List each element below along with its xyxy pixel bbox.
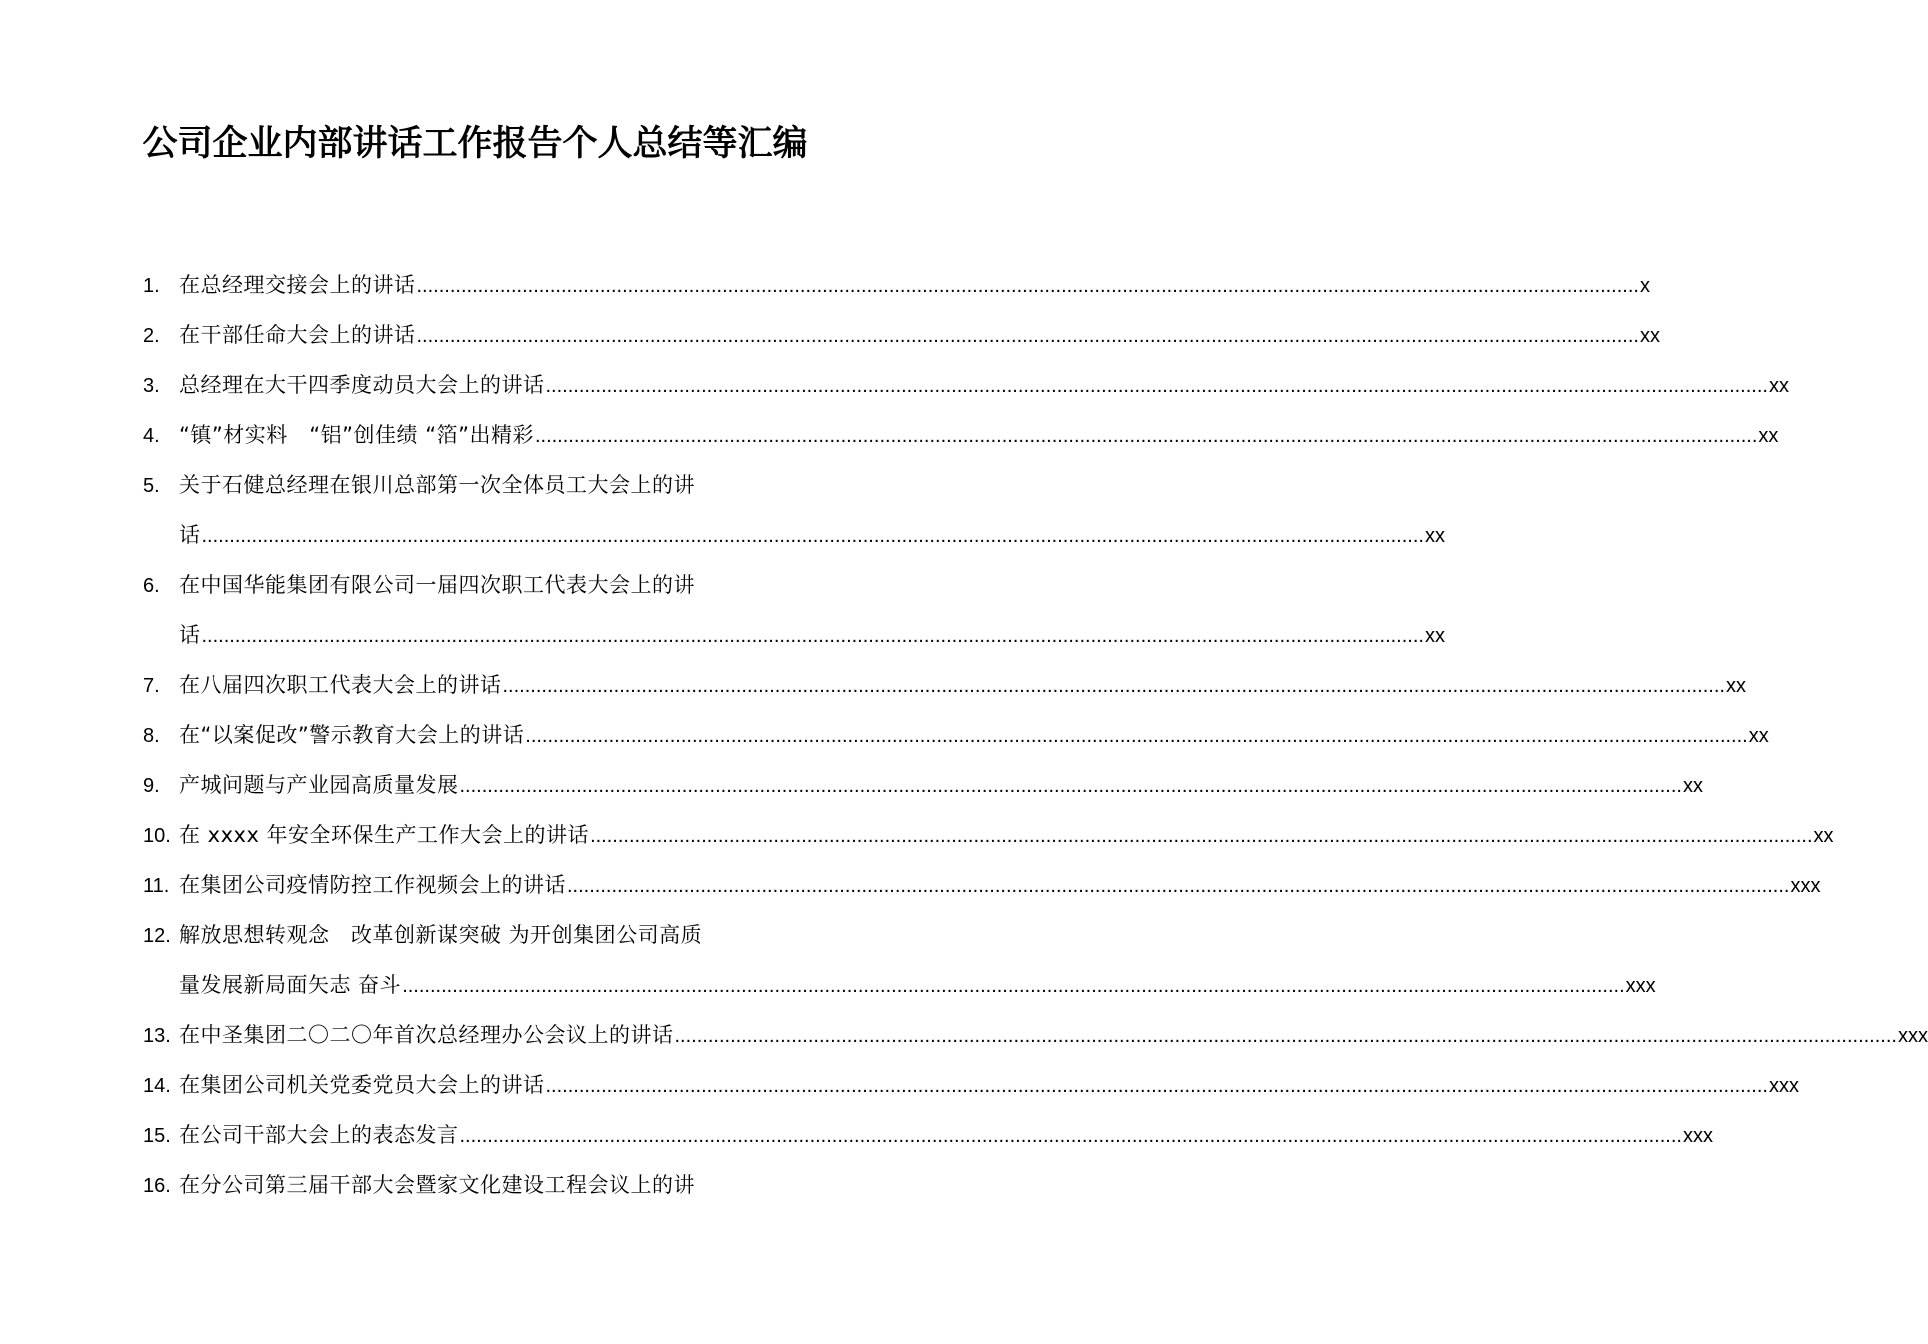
toc-page-number: xxx: [1768, 1075, 1799, 1097]
toc-entry[interactable]: [143, 910, 1656, 1010]
toc-entry-title: 在集团公司机关党委党员大会上的讲话: [179, 1073, 545, 1097]
toc-entry[interactable]: [143, 1060, 1799, 1110]
toc-entry-title: 解放思想转观念 改革创新谋突破 为开创集团公司高质: [179, 923, 703, 947]
toc-entry-line: [143, 410, 1779, 460]
toc-entry-line: [143, 910, 808, 960]
toc-entry[interactable]: [143, 460, 1445, 560]
toc-entry-title: 量发展新局面矢志 奋斗: [179, 973, 402, 997]
toc-entry[interactable]: [143, 260, 1650, 310]
toc-entry-title: 在集团公司疫情防控工作视频会上的讲话: [179, 873, 566, 897]
toc-entry-line: [143, 1060, 1799, 1110]
toc-entry-title: 总经理在大干四季度动员大会上的讲话: [179, 373, 545, 397]
toc-entry-number: 10.: [143, 825, 171, 847]
toc-leader-dots: ............................................................................................................................................................................................................................: [525, 725, 1748, 747]
toc-entry-title: 在公司干部大会上的表态发言: [179, 1123, 459, 1147]
toc-page-number: xx: [1758, 425, 1779, 447]
toc-entry-number: 16.: [143, 1175, 171, 1197]
toc-entry[interactable]: [143, 1160, 808, 1210]
toc-entry-line: [143, 710, 1769, 760]
toc-leader-dots: ............................................................................................................................................................................................................................: [416, 275, 1639, 297]
toc-leader-dots: ............................................................................................................................................................................................................................: [459, 775, 1682, 797]
toc-leader-dots: ............................................................................................................................................................................................................................: [416, 325, 1639, 347]
toc-entry[interactable]: [143, 810, 1834, 860]
toc-entry-line: [143, 460, 808, 510]
toc-entry-number: 7.: [143, 675, 160, 697]
toc-page-number: xxx: [1897, 1025, 1928, 1047]
toc-entry[interactable]: [143, 760, 1703, 810]
toc-entry-line: [143, 860, 1821, 910]
toc-entry-title: 在干部任命大会上的讲话: [179, 323, 416, 347]
toc-leader-dots: ............................................................................................................................................................................................................................: [590, 825, 1813, 847]
toc-entry-title: 在 xxxx 年安全环保生产工作大会上的讲话: [179, 823, 590, 847]
table-of-contents: [143, 260, 1928, 1210]
toc-entry-number: 6.: [143, 575, 160, 597]
toc-entry-title: 话: [179, 623, 201, 647]
toc-entry-title: 在“以案促改”警示教育大会上的讲话: [179, 723, 525, 747]
toc-entry-number: 12.: [143, 925, 171, 947]
toc-entry[interactable]: [143, 310, 1660, 360]
toc-leader-dots: ............................................................................................................................................................................................................................: [201, 625, 1424, 647]
toc-entry-line: [143, 610, 1445, 660]
toc-leader-dots: ............................................................................................................................................................................................................................: [201, 525, 1424, 547]
toc-leader-dots: ............................................................................................................................................................................................................................: [402, 975, 1625, 997]
toc-entry-number: 9.: [143, 775, 160, 797]
toc-entry-title: 关于石健总经理在银川总部第一次全体员工大会上的讲: [179, 473, 695, 497]
toc-leader-dots: ............................................................................................................................................................................................................................: [674, 1025, 1897, 1047]
toc-page-number: xxx: [1625, 975, 1656, 997]
toc-page-number: xxx: [1790, 875, 1821, 897]
toc-entry-line: [143, 510, 1445, 560]
toc-entry-title: 在中国华能集团有限公司一届四次职工代表大会上的讲: [179, 573, 695, 597]
toc-entry-number: 1.: [143, 275, 160, 297]
toc-entry-title: “镇”材实料 “铝”创佳绩 “箔”出精彩: [179, 423, 534, 447]
toc-entry-line: [143, 310, 1660, 360]
toc-entry-line: [143, 960, 1656, 1010]
toc-page-number: x: [1639, 275, 1650, 297]
toc-entry-number: 11.: [143, 875, 170, 897]
toc-page-number: xxx: [1682, 1125, 1713, 1147]
toc-entry[interactable]: [143, 410, 1779, 460]
toc-entry-number: 13.: [143, 1025, 171, 1047]
toc-entry-number: 2.: [143, 325, 160, 347]
toc-entry[interactable]: [143, 660, 1746, 710]
toc-entry-number: 4.: [143, 425, 160, 447]
toc-entry-line: [143, 1110, 1713, 1160]
toc-entry-number: 5.: [143, 475, 160, 497]
toc-entry-line: [143, 260, 1650, 310]
toc-leader-dots: ............................................................................................................................................................................................................................: [545, 375, 1768, 397]
toc-leader-dots: ............................................................................................................................................................................................................................: [502, 675, 1725, 697]
toc-page-number: xx: [1768, 375, 1789, 397]
toc-entry[interactable]: [143, 710, 1769, 760]
toc-entry-title: 话: [179, 523, 201, 547]
toc-entry-number: 15.: [143, 1125, 171, 1147]
document-title: 公司企业内部讲话工作报告个人总结等汇编: [142, 123, 808, 164]
toc-leader-dots: ............................................................................................................................................................................................................................: [534, 425, 1758, 447]
toc-entry-title: 在八届四次职工代表大会上的讲话: [179, 673, 502, 697]
toc-entry-number: 8.: [143, 725, 160, 747]
toc-page-number: xx: [1748, 725, 1769, 747]
toc-entry-title: 产城问题与产业园高质量发展: [179, 773, 459, 797]
toc-entry-number: 14.: [143, 1075, 171, 1097]
toc-entry-line: [143, 1160, 808, 1210]
toc-leader-dots: ............................................................................................................................................................................................................................: [459, 1125, 1682, 1147]
toc-entry-title: 在中圣集团二〇二〇年首次总经理办公会议上的讲话: [179, 1023, 674, 1047]
toc-page-number: xx: [1424, 525, 1445, 547]
toc-entry-line: [143, 560, 808, 610]
toc-page-number: xx: [1639, 325, 1660, 347]
toc-page-number: xx: [1682, 775, 1703, 797]
toc-entry[interactable]: [143, 860, 1821, 910]
toc-entry-line: [143, 660, 1746, 710]
toc-entry-line: [143, 810, 1834, 860]
toc-entry-title: 在分公司第三届干部大会暨家文化建设工程会议上的讲: [179, 1173, 695, 1197]
toc-entry[interactable]: [143, 1110, 1713, 1160]
toc-entry[interactable]: [143, 1010, 1928, 1060]
toc-entry[interactable]: [143, 360, 1789, 410]
toc-leader-dots: ............................................................................................................................................................................................................................: [545, 1075, 1768, 1097]
toc-entry-line: [143, 760, 1703, 810]
toc-entry-line: [143, 1010, 1928, 1060]
toc-entry-title: 在总经理交接会上的讲话: [179, 273, 416, 297]
toc-leader-dots: ............................................................................................................................................................................................................................: [567, 875, 1790, 897]
toc-entry-number: 3.: [143, 375, 160, 397]
toc-entry-line: [143, 360, 1789, 410]
toc-entry[interactable]: [143, 560, 1445, 660]
toc-page-number: xx: [1725, 675, 1746, 697]
toc-page-number: xx: [1813, 825, 1834, 847]
toc-page-number: xx: [1424, 625, 1445, 647]
